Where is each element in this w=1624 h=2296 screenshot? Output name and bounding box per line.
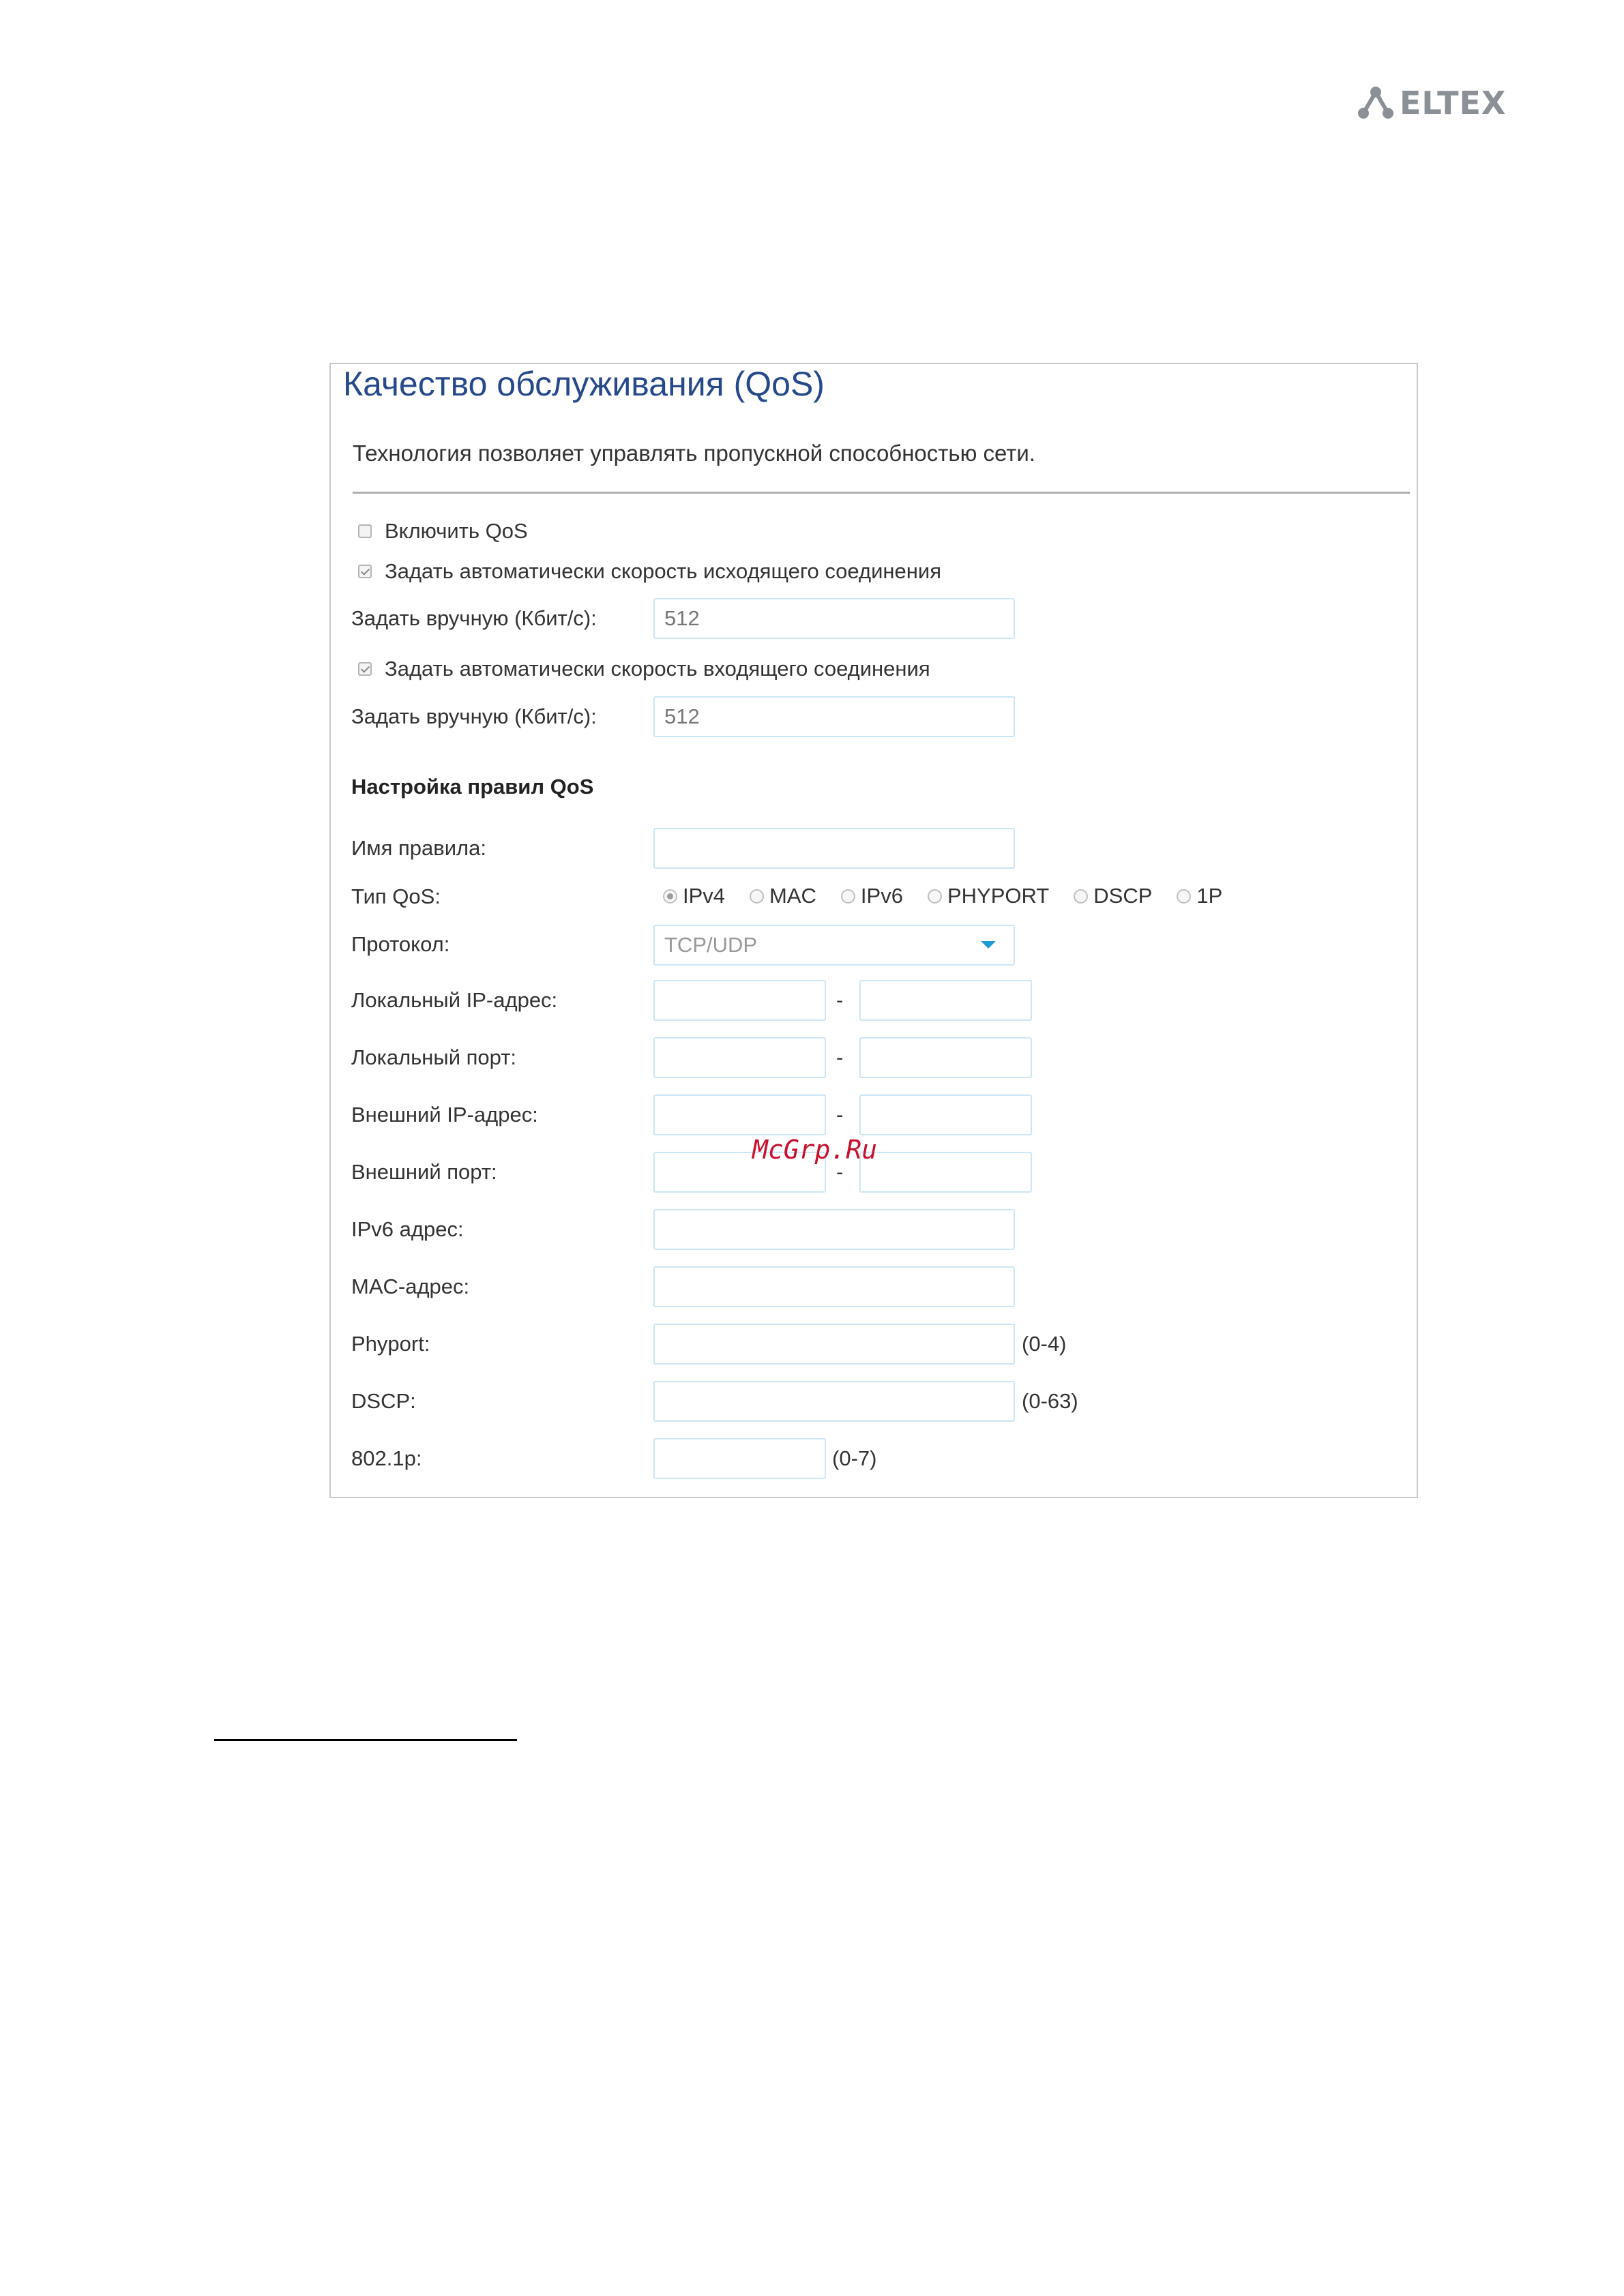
remote-ip-start-input[interactable] [653, 1094, 826, 1135]
rule-name-label: Имя правила: [351, 836, 486, 860]
radio-ipv6[interactable] [841, 889, 855, 904]
dot1p-hint: (0-7) [832, 1446, 877, 1470]
manual-upload-input[interactable]: 512 [653, 598, 1015, 639]
qos-type-ipv4[interactable] [663, 884, 725, 908]
dot1p-input[interactable] [653, 1438, 826, 1479]
chevron-down-icon [981, 941, 996, 949]
radio-ipv4-label: IPv4 [683, 884, 726, 908]
local-ip-end-input[interactable] [859, 980, 1032, 1021]
local-port-separator: - [836, 1045, 844, 1069]
phyport-input[interactable] [653, 1324, 1015, 1365]
radio-mac[interactable] [750, 889, 764, 904]
dscp-label: DSCP: [351, 1389, 416, 1413]
radio-mac-label: MAC [769, 884, 816, 908]
remote-port-label: Внешний порт: [351, 1160, 497, 1184]
qos-type-1p[interactable] [1177, 884, 1222, 908]
manual-download-input[interactable]: 512 [653, 696, 1015, 737]
dscp-input[interactable] [653, 1381, 1015, 1422]
local-ip-label: Локальный IP-адрес: [351, 988, 558, 1012]
local-port-start-input[interactable] [653, 1037, 826, 1078]
remote-ip-label: Внешний IP-адрес: [351, 1103, 538, 1127]
mac-label: MAC-адрес: [351, 1274, 470, 1298]
qos-type-phyport[interactable] [928, 884, 1049, 908]
radio-1p[interactable] [1177, 889, 1191, 904]
auto-download-row[interactable] [358, 657, 930, 681]
ipv6-input[interactable] [653, 1209, 1015, 1250]
page-description: Технология позволяет управлять пропускной способностью сети. [353, 441, 1035, 466]
radio-ipv4[interactable] [663, 889, 677, 904]
manual-download-label: Задать вручную (Кбит/с): [351, 704, 597, 728]
phyport-hint: (0-4) [1022, 1332, 1067, 1356]
local-port-label: Локальный порт: [351, 1045, 517, 1069]
local-port-end-input[interactable] [859, 1037, 1032, 1078]
ipv6-label: IPv6 адрес: [351, 1217, 464, 1241]
rules-section-heading: Настройка правил QoS [351, 775, 594, 799]
qos-type-label: Тип QoS: [351, 884, 441, 908]
mac-input[interactable] [653, 1266, 1015, 1307]
radio-dscp[interactable] [1074, 889, 1088, 904]
auto-download-checkbox[interactable] [358, 662, 372, 676]
enable-qos-row[interactable] [358, 519, 528, 543]
eltex-logo-icon [1357, 86, 1394, 120]
local-ip-separator: - [836, 988, 844, 1012]
auto-upload-row[interactable] [358, 559, 941, 584]
radio-phyport[interactable] [928, 889, 942, 904]
footnote-separator [214, 1739, 517, 1741]
radio-phyport-label: PHYPORT [947, 884, 1050, 908]
qos-type-mac[interactable] [750, 884, 816, 908]
protocol-label: Протокол: [351, 932, 450, 956]
remote-ip-separator: - [836, 1103, 844, 1127]
radio-1p-label: 1P [1196, 884, 1223, 908]
auto-upload-checkbox[interactable] [358, 565, 372, 578]
dot1p-label: 802.1p: [351, 1446, 422, 1470]
qos-type-ipv6[interactable] [841, 884, 903, 908]
auto-upload-label: Задать автоматически скорость исходящего соединения [385, 559, 941, 583]
remote-port-end-input[interactable] [859, 1152, 1032, 1193]
radio-dscp-label: DSCP [1093, 884, 1153, 908]
eltex-logo [1357, 83, 1506, 123]
watermark: McGrp.Ru [752, 1135, 878, 1165]
qos-type-radio-group [663, 884, 1247, 908]
qos-panel [329, 363, 1418, 1498]
radio-ipv6-label: IPv6 [860, 884, 903, 908]
local-ip-start-input[interactable] [653, 980, 826, 1021]
logo-text: ELTEX [1400, 85, 1507, 121]
page-title: Качество обслуживания (QoS) [343, 365, 825, 403]
enable-qos-checkbox[interactable] [358, 524, 372, 538]
enable-qos-label: Включить QoS [385, 519, 528, 543]
rule-name-input[interactable] [653, 828, 1015, 869]
dscp-hint: (0-63) [1022, 1389, 1078, 1413]
protocol-value: TCP/UDP [664, 933, 758, 957]
qos-type-dscp[interactable] [1074, 884, 1152, 908]
remote-port-separator: - [836, 1160, 844, 1184]
auto-download-label: Задать автоматически скорость входящего соединения [385, 657, 930, 681]
phyport-label: Phyport: [351, 1332, 430, 1356]
divider [353, 492, 1410, 494]
manual-upload-label: Задать вручную (Кбит/с): [351, 606, 597, 630]
protocol-select[interactable] [653, 925, 1015, 966]
remote-ip-end-input[interactable] [859, 1094, 1032, 1135]
